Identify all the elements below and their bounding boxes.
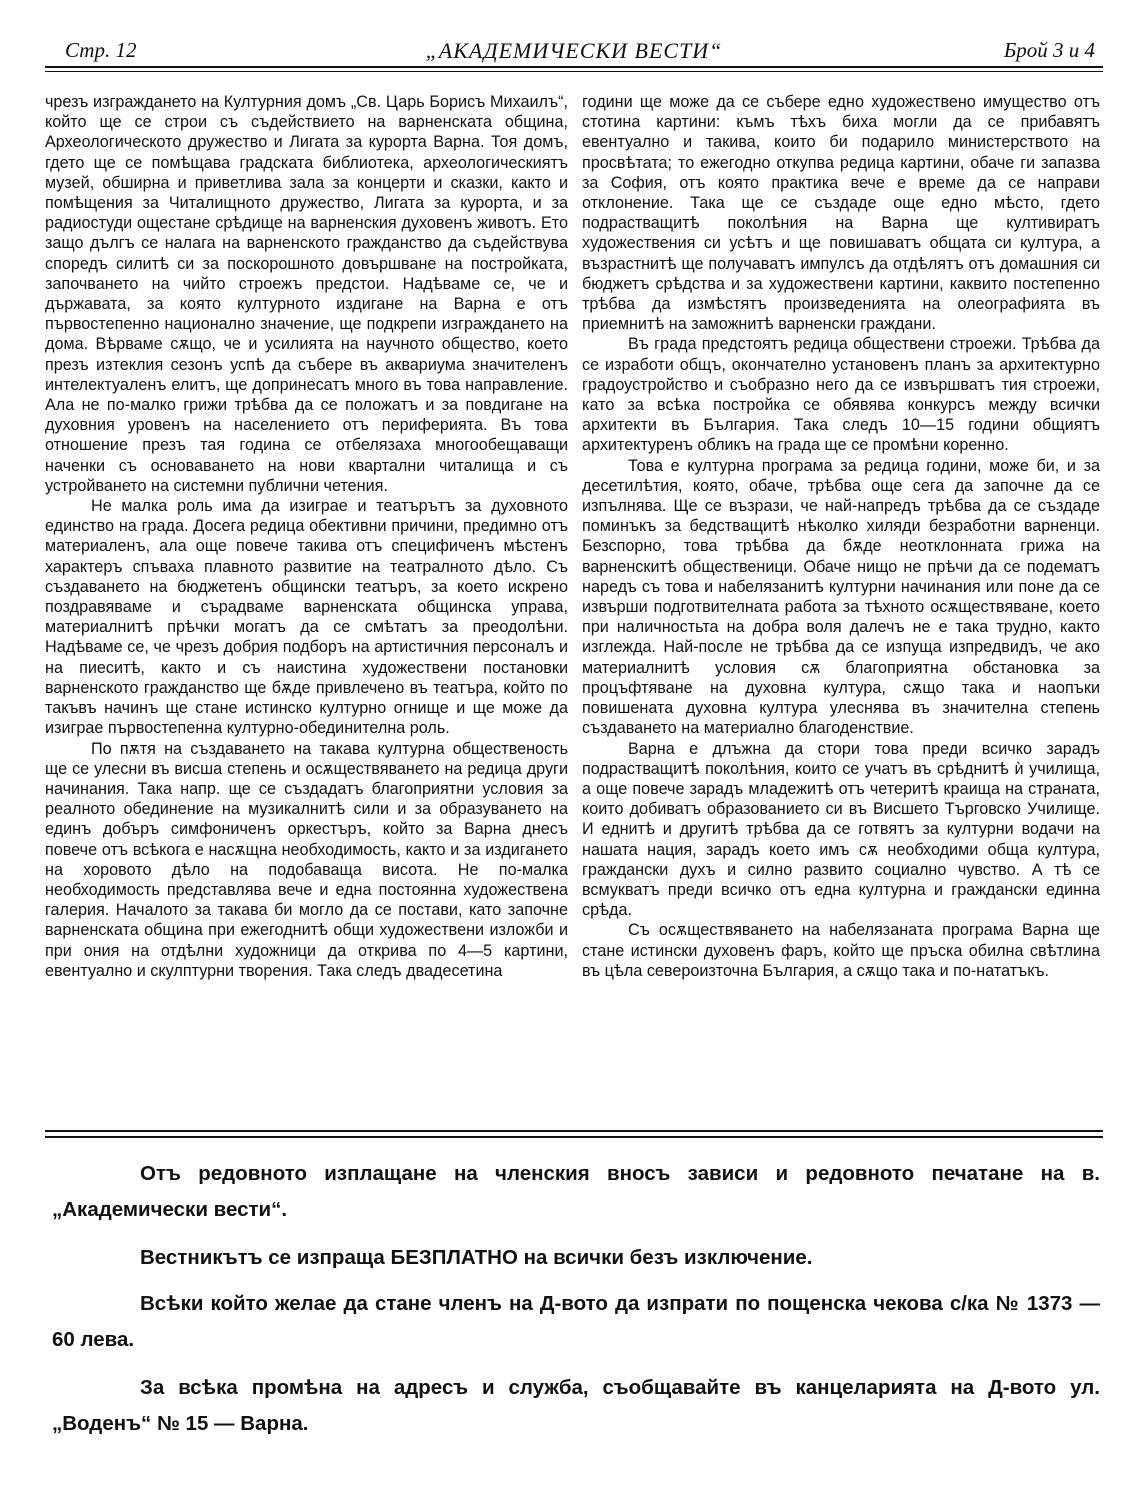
right-column — [582, 92, 1100, 981]
paragraph: Въ града предстоятъ редица обществени строежи. Трѣбва да се изработи общъ, окончателно установенъ планъ за архитектурно градоустройство и съобразно него да се извършватъ тия строежи, като за всѣка постройка се обявява конкурсъ между всички архитекти въ България. Така следъ 10—15 години общиятъ архитектуренъ обликъ на града ще се промѣни коренно. — [582, 335, 1100, 455]
section-divider — [45, 1130, 1103, 1132]
paragraph: чрезъ изграждането на Културния домъ „Св. Царь Борисъ Михаилъ“, който ще се строи съ съдействието на варненската община, Археологическото дружество и Лигата за курорта Варна. Тоя домъ, гдето ще се помѣщава градската библиотека, археологическиятъ музей, обширна и приветлива зала за концерти и сказки, както и помѣщения за Читалищното дружество, Лигата за курорта, и за радиостуди ощестане срѣдище на варненския духовенъ животъ. Ето защо дългъ се налага на варненското гражданство да съдействува споредъ силитѣ си за поскорошното довършване на постройката, започването на чийто строежъ предстои. Надѣваме се, че и държавата, за която културното издигане на Варна е отъ първостепенно национално значение, ще подкрепи изграждането на дома. Вѣрваме сѫщо, че и усилията на научното общество, което презъ изтеклия сезонъ успѣ да събере въ аквариума значителенъ интелектуаленъ елитъ, ще допринесатъ много въ това направление. Ала не по-малко грижи трѣбва да се положатъ и за повдигане на духовния уровенъ на населението отъ периферията. Въ това отношение презъ тая година се отбелязаха многообещаващи наченки съ основаването на нови квартални читалища и съ устройването на системни публични четения. — [45, 93, 568, 495]
paragraph: Варна е длъжна да стори това преди всичко зарадъ подрастващитѣ поколѣния, които се учатъ въ срѣднитѣ ѝ училища, а още повече зарадъ младежитѣ отъ четеритѣ краища на страната, които добиватъ образованието си въ Висшето Търговско Училище. И еднитѣ и другитѣ трѣбва да се готвятъ за културни водачи на нашата нация, зарадъ което имъ сѫ необходими обща култура, граждански духъ и силно развито социално чувство. А тѣ се всмукватъ преди всичко отъ една културна и граждански единна срѣда. — [582, 739, 1100, 920]
left-column — [45, 92, 568, 981]
header-rule-thin — [45, 71, 1103, 72]
page-number: Стр. 12 — [65, 38, 137, 62]
paragraph: Това е културна програма за редица години, може би, и за десетилѣтия, която, обаче, трѣбва още сега да започне да се изпълнява. Ще се възрази, че най-напредъ трѣбва да се създаде поминъкъ за бедстващитѣ нѣколко хиляди безработни варненци. Безспорно, това трѣбва да бѫде неотклонната грижа на варненскитѣ общественици. Обаче нищо не прѣчи да се подематъ наредъ съ това и набелязанитѣ културни начинания или поне да се извърши подготвителната работа за тѣхното осѫществяване, което при наличностьта на добра воля далечъ не е така трудно, както изглежда. Най-после не трѣбва да се изпуща изпредвидъ, че ако материалнитѣ условия сѫ благоприятна обстановка за процъфтяване на духовна култура, сѫщо така и наопъки повишената духовна култура улеснява въ значителна степень създаването на материално благоденствие. — [582, 456, 1100, 738]
paragraph: По пѫтя на създаването на такава културна общественость ще се улесни въ висша степень и осѫществяването на редица други начинания. Така напр. ще се създадатъ благоприятни условия за реалното обединение на музикалнитѣ сили и за образуването на единъ добъръ симфониченъ оркестъръ, който за Варна днесъ повече отъ всѣкога е насѫщна необходимость, както и за издигането на хоровото дѣло на подобаваща висота. Не по-малка необходимость представлява вече и една постоянна художествена галерия. Началото за такава би могло да се постави, като започне варненската община при ежегоднитѣ общи художествени изложби и при ония на отдѣлни художници да открива по 4—5 картини, евентуално и скулптурни творения. Така следъ двадесетина — [45, 739, 568, 980]
notice-address-change: За всѣка промѣна на адресъ и служба, съобщавайте въ канцеларията на Д-вото ул. „Воденъ“ № 15 — Варна. — [52, 1376, 1100, 1435]
section-divider-second — [45, 1136, 1103, 1138]
paragraph: Съ осѫществяването на набелязаната програма Варна ще стане истински духовенъ фаръ, който ще пръска обилна свѣтлина въ цѣла североизточна България, а сѫщо така и по-нататъкъ. — [582, 921, 1100, 980]
issue-number: Брой 3 и 4 — [1003, 38, 1095, 62]
page-header — [45, 36, 1103, 64]
paragraph: Не малка роль има да изиграе и театърътъ за духовното единство на града. Досега редица обективни причини, предимно отъ материаленъ, ала още повече такива отъ специфиченъ мѣстенъ характеръ спъваха плавното развитие на театралното дѣло. Съ създаването на бюджетенъ общински театъръ, за което искрено поздравяваме и сърадваме варненската общинска управа, материалнитѣ прѣчки могатъ да се смѣтатъ за преодолѣни. Надѣваме се, че чрезъ добрия подборъ на артистичния персоналъ и на пиеситѣ, както и съ наистина художествени постановки варненското гражданство ще бѫде привлечено въ театъра, който по такъвъ начинъ ще стане истинско културно огнище и ще може да изиграе първостепенна културно-обединителна роль. — [45, 497, 568, 738]
newspaper-title: „АКАДЕМИЧЕСКИ ВЕСТИ“ — [425, 38, 723, 63]
notice-join-society: Всѣки който желае да стане членъ на Д-вото да изпрати по пощенска чекова с/ка № 1373 — 60 лева. — [52, 1292, 1100, 1351]
notice-membership-fee: Отъ редовното изплащане на членския вносъ зависи и редовното печатане на в. „Академически вести“. — [52, 1162, 1100, 1221]
header-rule — [45, 66, 1103, 68]
notice-free-distribution: Вестникътъ се изпраща БЕЗПЛАТНО на всички безъ изключение. — [140, 1246, 813, 1269]
paragraph: години ще може да се събере едно художествено имущество отъ стотина картини: къмъ тѣхъ биха могли да се прибавятъ евентуално и такива, които би подарило министерството на просвѣтата; то ежегодно откупва редица картини, обаче ги запазва за София, отъ която практика вече е време да се направи отклонение. Така ще се създаде още едно мѣсто, гдето подрастващитѣ поколѣния на Варна ще култивиратъ художествения си усѣтъ и ще повишаватъ общата си култура, а възрастнитѣ ще получаватъ импулсъ да отдѣлятъ отъ домашния си бюджетъ срѣдства и за художествени картини, каквито постепенно трѣбва да измѣстятъ произведенията на олеографията въ приемнитѣ на заможнитѣ варненски граждани. — [582, 93, 1100, 334]
